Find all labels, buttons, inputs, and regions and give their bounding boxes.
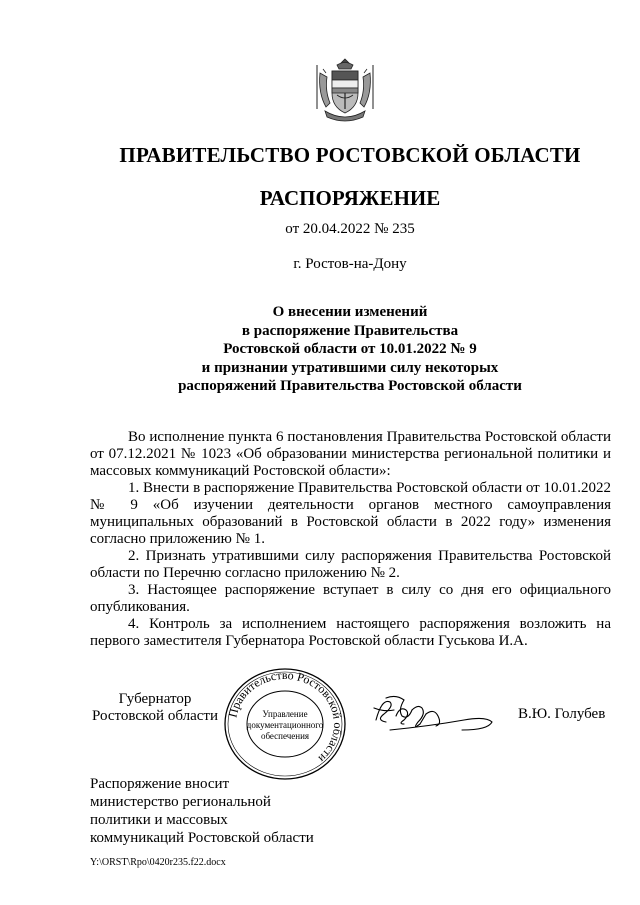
submitted-by-line: политики и массовых [90,812,228,828]
official-stamp [222,667,348,781]
stamp-center-line: Управление [262,709,308,719]
preamble-paragraph: Во исполнение пункта 6 постановления Правительства Ростовской области от 07.12.2021 № 1023 «Об образовании министерства региональной политики и массовых коммуникаций Ростовской области»: [90,429,611,479]
file-path: Y:\ORST\Rpo\0420r235.f22.docx [90,857,226,868]
document-body [90,429,611,650]
subject-line: О внесении изменений [272,304,428,320]
stamp-center-line: документационного [246,720,324,730]
signer-name: В.Ю. Голубев [518,706,606,722]
stamp-center-line: обеспечения [260,731,310,741]
document-type: РАСПОРЯЖЕНИЕ [259,186,441,210]
signer-position [92,691,218,725]
submitted-by-line: министерство региональной [90,794,271,810]
clause-3: 3. Настоящее распоряжение вступает в силу со дня его официального опубликования. [90,582,611,615]
signer-position-line: Губернатор [118,691,192,707]
document-subject [0,303,640,396]
clause-4: 4. Контроль за исполнением настоящего распоряжения возложить на первого заместителя Губернатора Ростовской области Гуськова И.А. [90,616,611,649]
stamp-ring-text: Правительство Ростовской области [225,667,346,766]
subject-line: Ростовской области от 10.01.2022 № 9 [223,341,477,357]
document-city: г. Ростов-на-Дону [293,256,407,272]
submitted-by-note [90,775,314,847]
handwritten-signature [370,690,495,735]
subject-line: распоряжений Правительства Ростовской области [178,378,522,394]
subject-line: в распоряжение Правительства [241,322,459,339]
subject-line: и признании утратившими силу некоторых [201,359,499,376]
signer-position-line: Ростовской области [92,708,218,724]
clause-2: 2. Признать утратившими силу распоряжения Правительства Ростовской области по Перечню согласно приложению № 2. [90,548,611,581]
submitted-by-line: Распоряжение вносит [90,776,230,792]
government-title: ПРАВИТЕЛЬСТВО РОСТОВСКОЙ ОБЛАСТИ [119,143,581,167]
coat-of-arms-icon [315,55,375,125]
clause-1: 1. Внести в распоряжение Правительства Ростовской области от 10.01.2022 № 9 «Об изучении деятельности органов местного самоуправления муниципальных образований в Ростовской области в 2022 году» изменения согласно приложению № 1. [90,480,611,547]
document-date-number: от 20.04.2022 № 235 [285,221,415,237]
submitted-by-line: коммуникаций Ростовской области [90,830,314,846]
